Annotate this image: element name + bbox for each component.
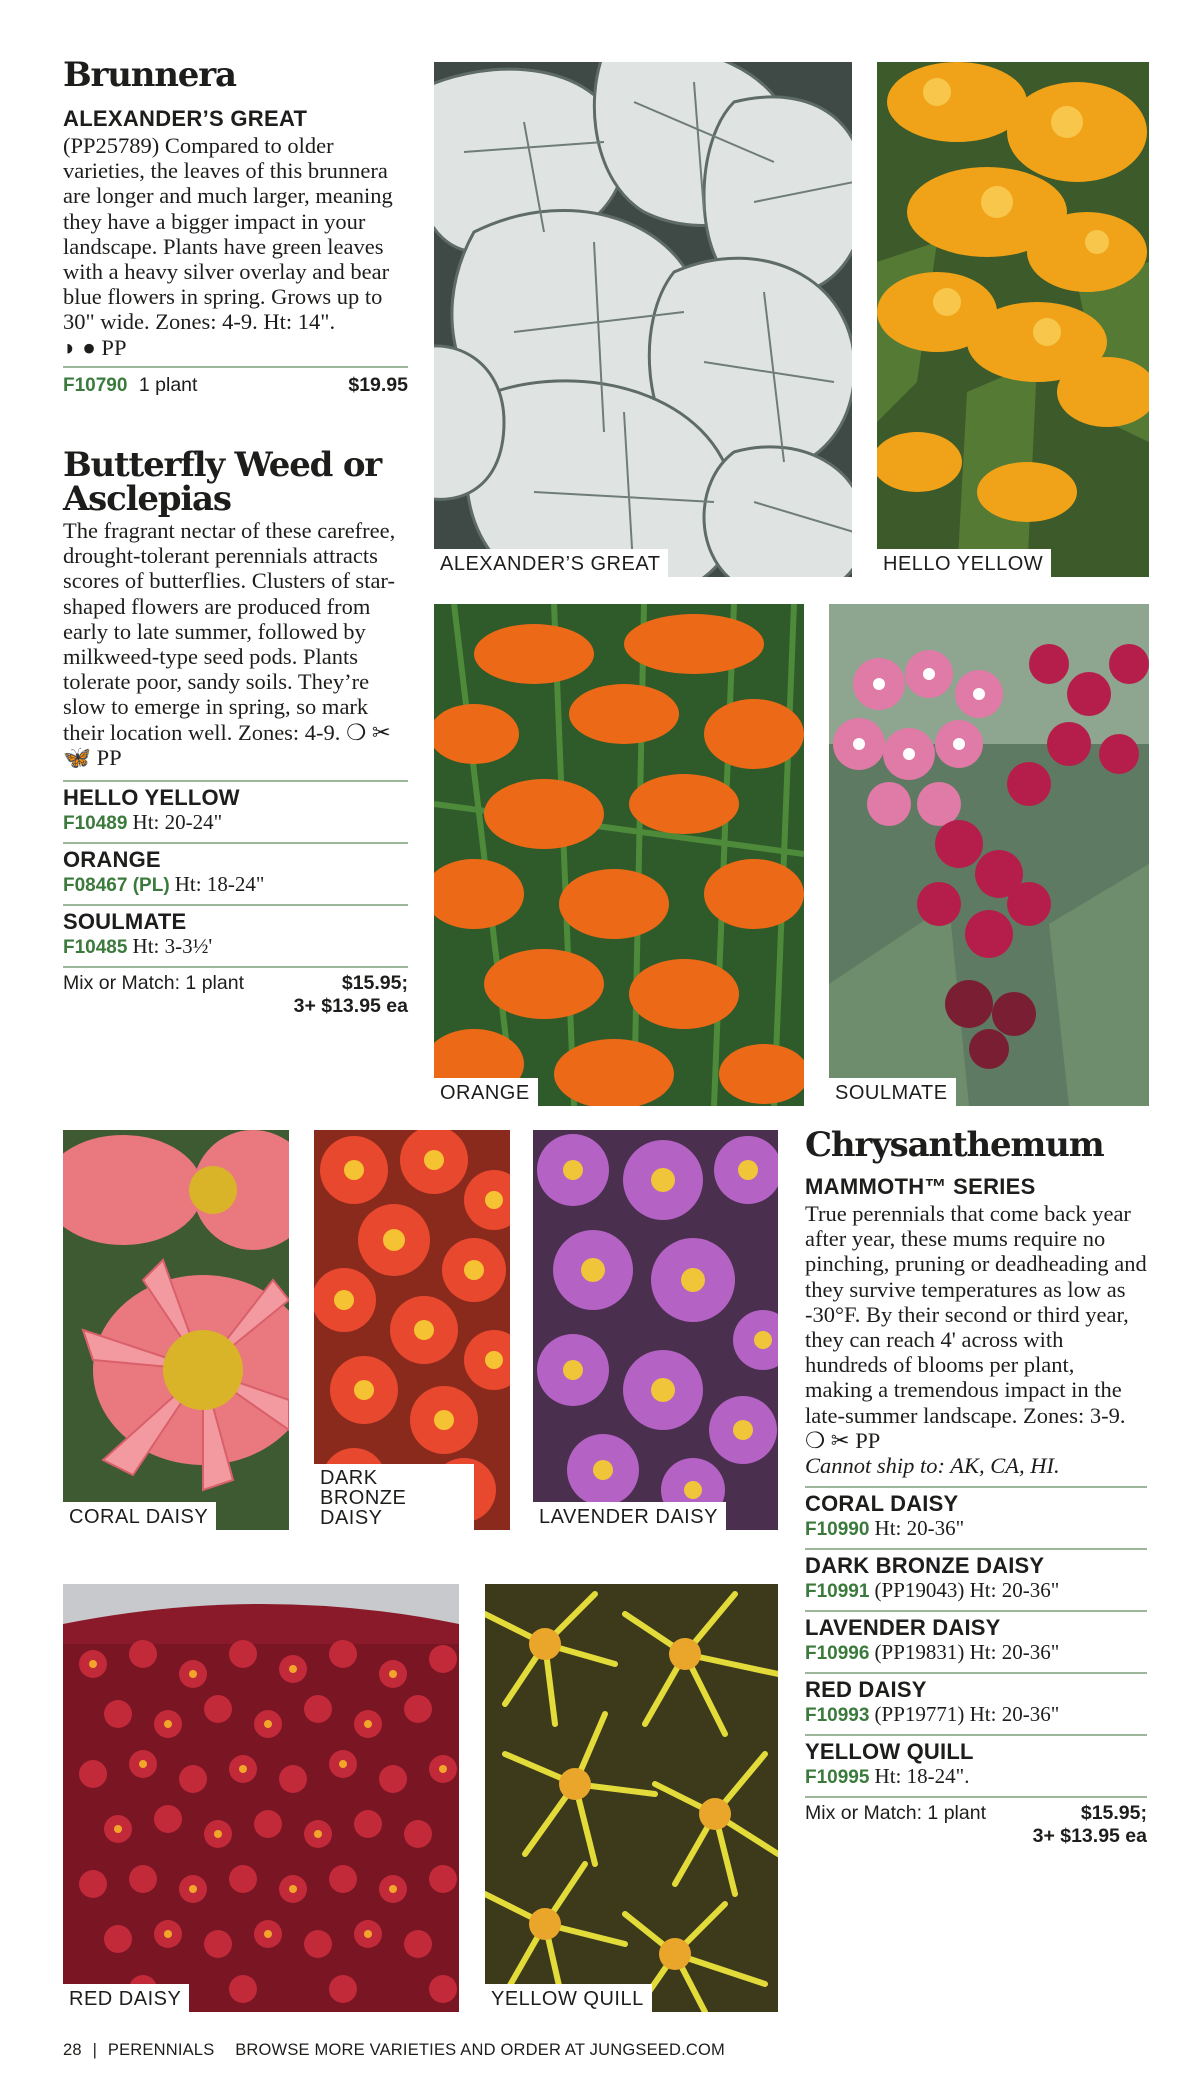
asclepias-symbols: ❍ ✂ 🦋 PP bbox=[63, 719, 391, 770]
brunnera-leaves-image bbox=[434, 62, 852, 577]
variety-row bbox=[805, 1677, 1147, 1728]
chrysanthemum-series: MAMMOTH™ SERIES bbox=[805, 1174, 1036, 1199]
soulmate-flowers-image bbox=[829, 604, 1149, 1106]
photo-coral-daisy bbox=[63, 1130, 289, 1530]
photo-caption: DARK BRONZE DAISY bbox=[314, 1464, 474, 1530]
item-qty: 1 plant bbox=[138, 373, 198, 396]
photo-caption: RED DAISY bbox=[63, 1984, 189, 2012]
orange-flowers-image bbox=[434, 604, 804, 1106]
variety-detail: (PP19043) Ht: 20-36" bbox=[874, 1578, 1060, 1603]
divider bbox=[805, 1548, 1147, 1550]
variety-row bbox=[805, 1615, 1147, 1666]
footer-section: PERENNIALS bbox=[107, 2041, 215, 2059]
divider bbox=[805, 1486, 1147, 1488]
photo-dark-bronze-daisy bbox=[314, 1130, 510, 1530]
photo-alexanders-great bbox=[434, 62, 852, 577]
variety-row bbox=[805, 1553, 1147, 1604]
footer-cta-link[interactable]: BROWSE MORE VARIETIES AND ORDER AT JUNGSEED.COM bbox=[235, 2041, 726, 2059]
hello-yellow-flowers-image bbox=[877, 62, 1149, 577]
photo-caption: ALEXANDER’S GREAT bbox=[434, 549, 668, 577]
lavender-daisy-image bbox=[533, 1130, 778, 1530]
mix-match-row bbox=[63, 972, 408, 995]
variety-name: YELLOW QUILL bbox=[805, 1739, 974, 1765]
photo-caption: LAVENDER DAISY bbox=[533, 1502, 726, 1530]
chrysanthemum-title: Chrysanthemum bbox=[805, 1125, 1104, 1165]
variety-code: F10995 bbox=[805, 1767, 870, 1789]
variety-name: RED DAISY bbox=[805, 1677, 927, 1703]
photo-hello-yellow bbox=[877, 62, 1149, 577]
brunnera-section bbox=[63, 55, 408, 399]
variety-code: F10990 bbox=[805, 1519, 870, 1541]
mix-match-price: $15.95; bbox=[1080, 1802, 1147, 1825]
photo-orange bbox=[434, 604, 804, 1106]
divider bbox=[805, 1672, 1147, 1674]
variety-detail: Ht: 20-24" bbox=[132, 810, 223, 835]
variety-row bbox=[63, 909, 408, 960]
photo-caption: CORAL DAISY bbox=[63, 1502, 216, 1530]
variety-detail: Ht: 18-24" bbox=[174, 872, 265, 897]
divider bbox=[805, 1610, 1147, 1612]
variety-name: LAVENDER DAISY bbox=[805, 1615, 1001, 1641]
photo-caption: YELLOW QUILL bbox=[485, 1984, 652, 2012]
red-daisy-image bbox=[63, 1584, 459, 2012]
brunnera-symbols: ◗ ● PP bbox=[63, 334, 127, 360]
chrysanthemum-description: True perennials that come back year after year, these mums require no pinching, pruning or deadheading and they survive temperatures as low as -30°F. By their second or third year, they can reach 4' across with hundreds of blooms per plant, making a tremendous impact in the late-summer landscape. Zones: 3-9. ❍ ✂ PP bbox=[805, 1201, 1147, 1453]
variety-name: ORANGE bbox=[63, 847, 161, 873]
mix-match-row bbox=[805, 1802, 1147, 1825]
variety-code: F10993 bbox=[805, 1705, 870, 1727]
item-code: F10790 bbox=[63, 374, 128, 396]
variety-row bbox=[805, 1491, 1147, 1542]
variety-name: DARK BRONZE DAISY bbox=[805, 1553, 1045, 1579]
variety-name: HELLO YELLOW bbox=[63, 785, 240, 811]
item-price: $19.95 bbox=[348, 373, 408, 396]
divider bbox=[63, 842, 408, 844]
variety-row bbox=[63, 785, 408, 836]
photo-yellow-quill bbox=[485, 1584, 778, 2012]
variety-code: F10489 bbox=[63, 813, 128, 835]
brunnera-description: (PP25789) Compared to older varieties, the leaves of this brunnera are longer and much larger, meaning they have a bigger impact in your landscape. Plants have green leaves with a heavy silver overlay and bear blue flowers in spring. Grows up to 30" wide. Zones: 4-9. Ht: 14". bbox=[63, 133, 393, 335]
mix-match-label: Mix or Match: 1 plant bbox=[805, 1802, 986, 1825]
variety-name: SOULMATE bbox=[63, 909, 187, 935]
divider bbox=[63, 366, 408, 368]
brunnera-order-row bbox=[63, 372, 408, 399]
photo-lavender-daisy bbox=[533, 1130, 778, 1530]
variety-code: F10996 bbox=[805, 1643, 870, 1665]
yellow-quill-image bbox=[485, 1584, 778, 2012]
coral-daisy-image bbox=[63, 1130, 289, 1530]
variety-detail: (PP19831) Ht: 20-36" bbox=[874, 1640, 1060, 1665]
footer-separator: | bbox=[92, 2041, 98, 2059]
variety-code: F08467 (PL) bbox=[63, 875, 170, 897]
mix-match-price: $15.95; bbox=[341, 972, 408, 995]
divider bbox=[805, 1796, 1147, 1798]
variety-name: CORAL DAISY bbox=[805, 1491, 959, 1517]
variety-detail: Ht: 3-3½' bbox=[132, 934, 213, 959]
mix-match-bulk-price: 3+ $13.95 ea bbox=[293, 995, 408, 1018]
variety-detail: Ht: 18-24". bbox=[874, 1764, 970, 1789]
photo-caption: SOULMATE bbox=[829, 1078, 956, 1106]
asclepias-section bbox=[63, 445, 408, 1018]
photo-caption: ORANGE bbox=[434, 1078, 538, 1106]
brunnera-variety: ALEXANDER’S GREAT bbox=[63, 106, 308, 131]
mix-match-bulk-price: 3+ $13.95 ea bbox=[1032, 1825, 1147, 1848]
divider bbox=[63, 966, 408, 968]
asclepias-title: Butterfly Weed or Asclepias bbox=[63, 445, 382, 519]
page-footer bbox=[63, 2041, 725, 2060]
asclepias-description bbox=[63, 518, 408, 770]
photo-caption: HELLO YELLOW bbox=[877, 549, 1051, 577]
variety-row bbox=[805, 1739, 1147, 1790]
variety-row bbox=[63, 847, 408, 898]
chrysanthemum-noship: Cannot ship to: AK, CA, HI. bbox=[805, 1453, 1060, 1479]
variety-code: F10991 bbox=[805, 1581, 870, 1603]
brunnera-title: Brunnera bbox=[63, 55, 236, 95]
page-number: 28 bbox=[63, 2041, 82, 2059]
photo-soulmate bbox=[829, 604, 1149, 1106]
asclepias-description-text: The fragrant nectar of these carefree, drought-tolerant perennials attracts scores of butterflies. Clusters of star-shaped flowers are produced from early to late summer, followed by milkweed-type seed pods. Plants tolerate poor, sandy soils. They’re slow to emerge in spring, so mark their location well. Zones: 4-9. bbox=[63, 518, 396, 745]
mix-match-label: Mix or Match: 1 plant bbox=[63, 972, 244, 995]
variety-code: F10485 bbox=[63, 937, 128, 959]
variety-detail: Ht: 20-36" bbox=[874, 1516, 965, 1541]
divider bbox=[63, 904, 408, 906]
variety-detail: (PP19771) Ht: 20-36" bbox=[874, 1702, 1060, 1727]
chrysanthemum-section bbox=[805, 1125, 1147, 1848]
divider bbox=[63, 780, 408, 782]
photo-red-daisy bbox=[63, 1584, 459, 2012]
divider bbox=[805, 1734, 1147, 1736]
